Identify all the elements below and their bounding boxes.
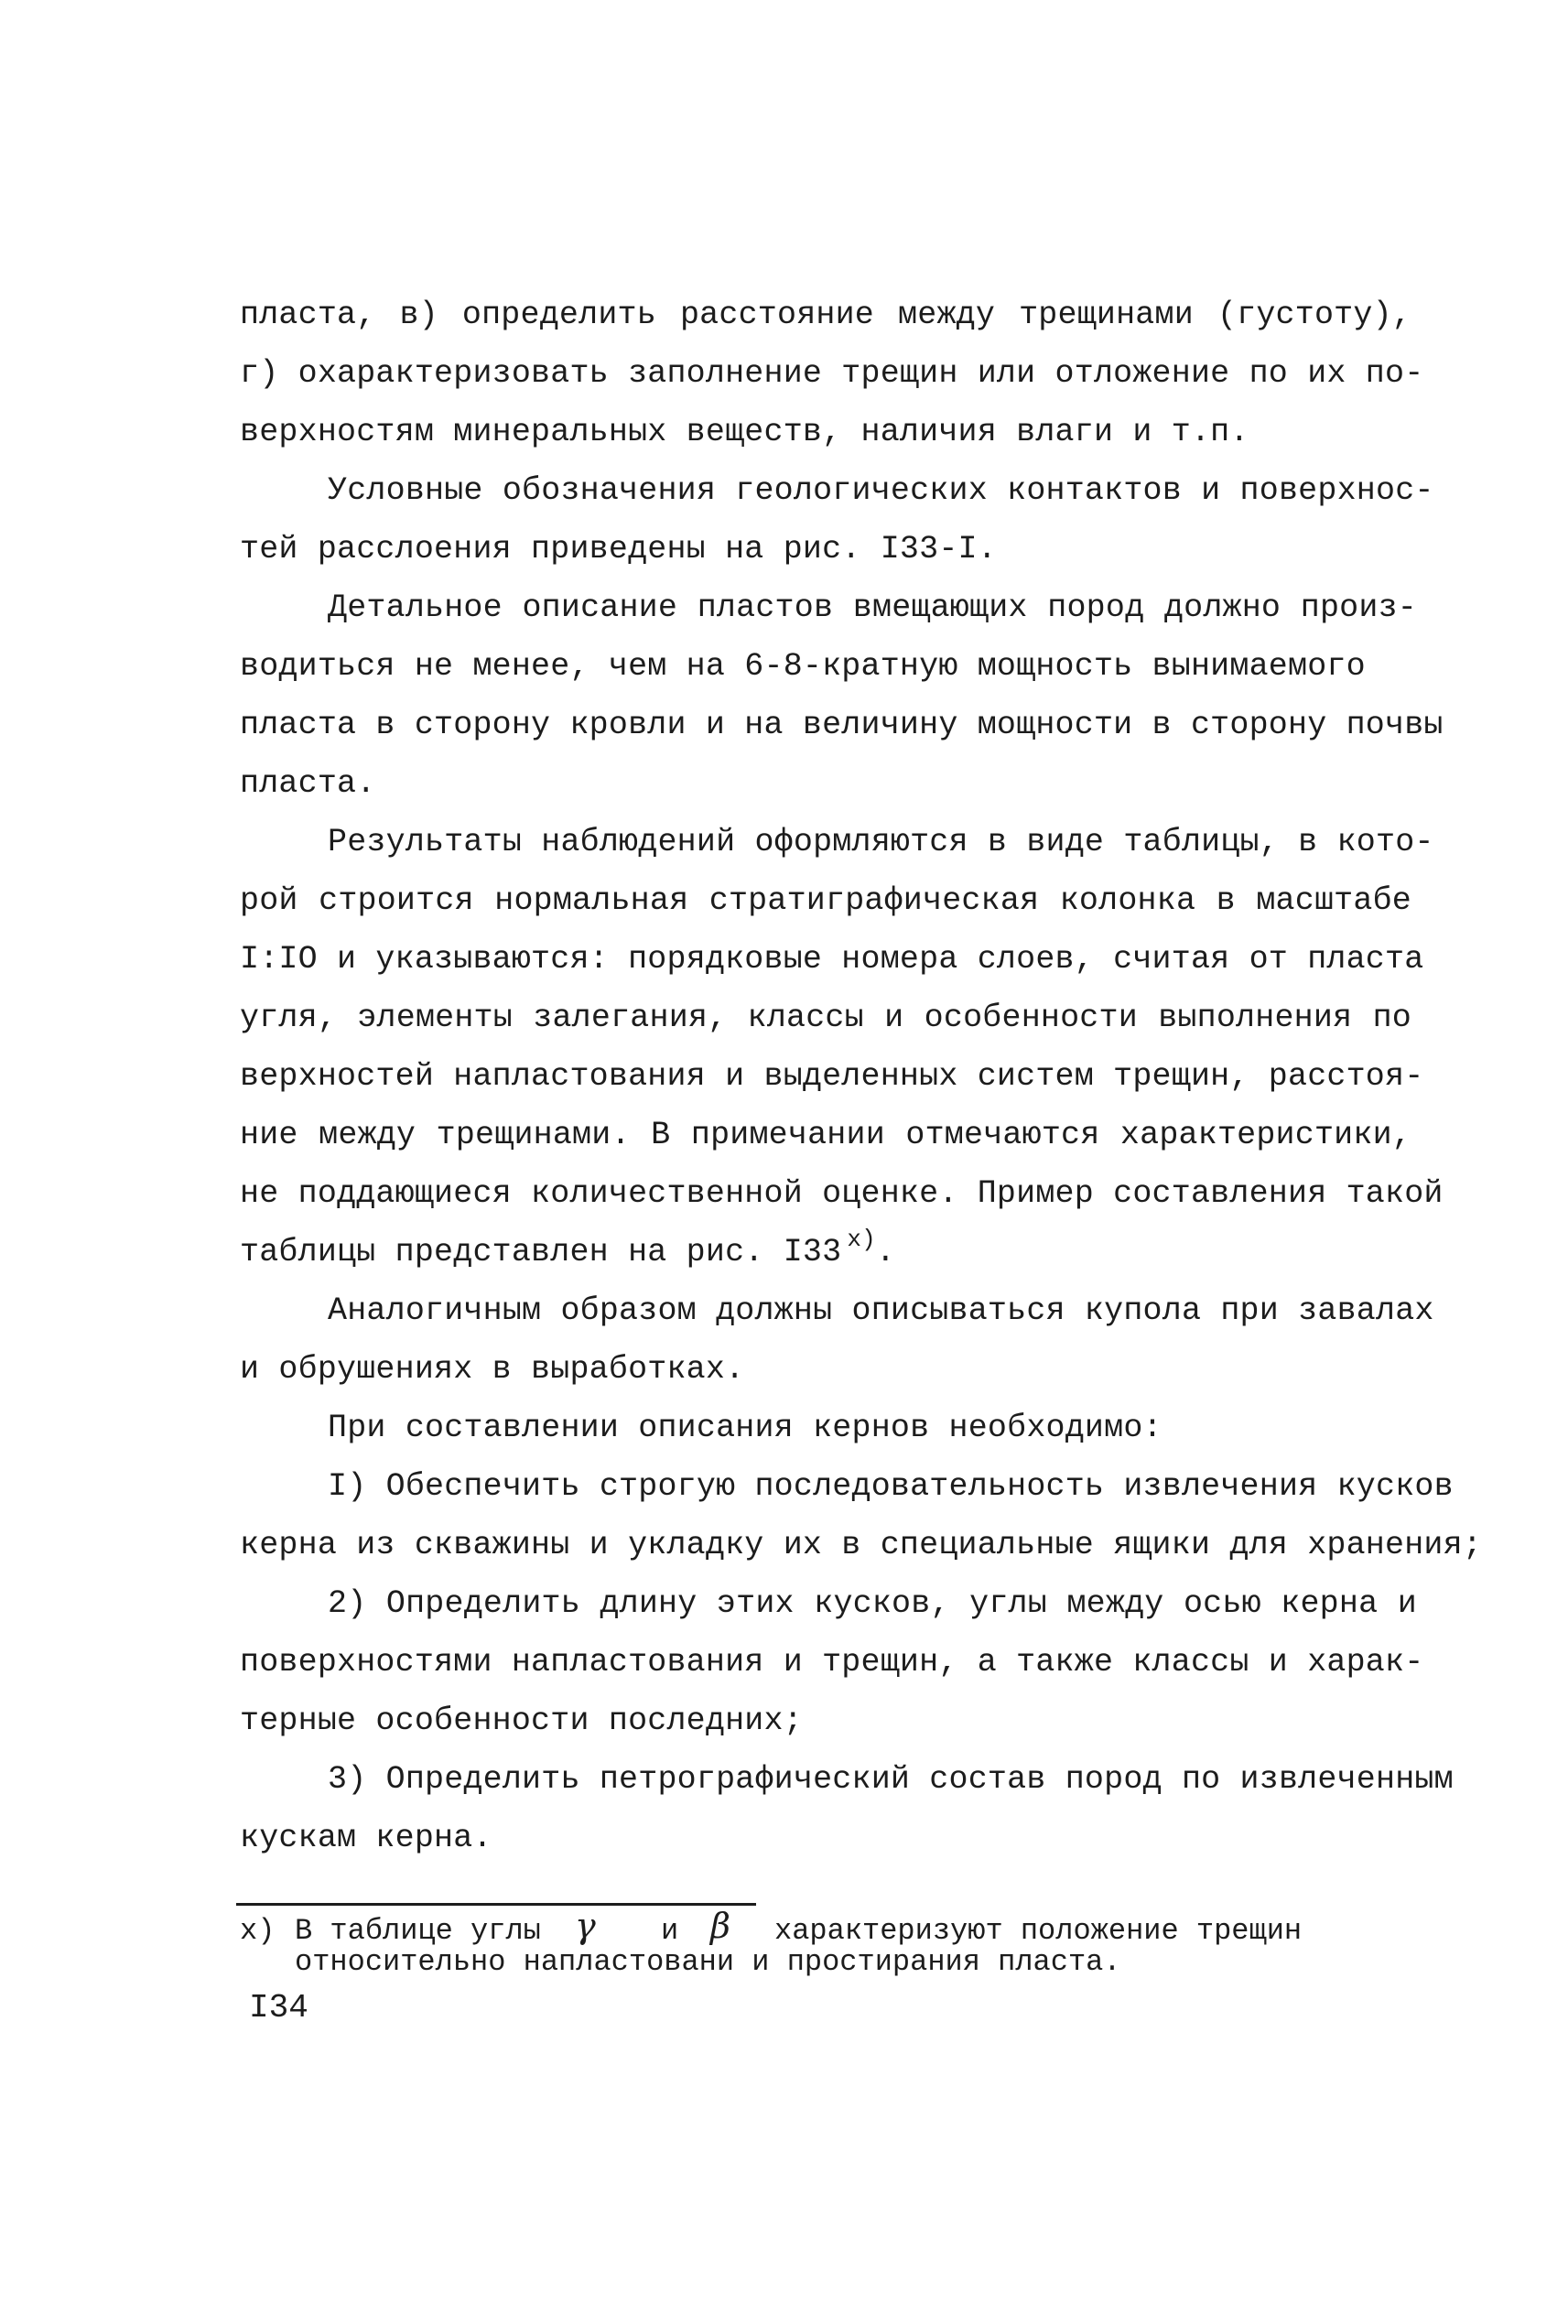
text-line: рой строится нормальная стратиграфическая колонка в масштабе [240,882,1411,919]
footnote-reference: x) [847,1226,876,1253]
text-line: пласта. [240,765,376,802]
footnote-text: и [661,1914,679,1948]
text-line: Условные обозначения геологических контактов и поверхнос- [328,472,1434,509]
text-line: Детальное описание пластов вмещающих пород должно произ- [328,589,1417,626]
page-number: I34 [249,1989,308,2027]
text-fragment: таблицы представлен на рис. I33 [240,1234,842,1270]
footnote-text: относительно напластовани и простирания пласта. [295,1945,1121,1979]
text-line: I) Обеспечить строгую последовательность извлечения кусков [328,1468,1454,1505]
footnote-separator [236,1903,756,1906]
text-line: верхностей напластования и выделенных систем трещин, расстоя- [240,1058,1424,1095]
text-fragment: . [875,1234,896,1270]
text-line: ние между трещинами. В примечании отмечаются характеристики, [240,1117,1411,1153]
text-line: При составлении описания кернов необходимо: [328,1410,1162,1446]
text-line: 3) Определить петрографический состав пород по извлеченным [328,1761,1454,1798]
text-line: I:IO и указываются: порядковые номера слоев, считая от пласта [240,941,1424,978]
text-line: и обрушениях в выработках. [240,1351,745,1388]
text-line: тей расслоения приведены на рис. I33-I. [240,531,997,567]
text-line: 2) Определить длину этих кусков, углы между осью керна и [328,1585,1417,1622]
beta-symbol: β [710,1906,730,1946]
footnote-text: В таблице углы [295,1914,541,1948]
text-line: терные особенности последних; [240,1702,803,1739]
text-line: пласта, в) определить расстояние между трещинами (густоту), [240,297,1411,333]
gamma-symbol: γ [575,1906,596,1946]
text-line: пласта в сторону кровли и на величину мощности в сторону почвы [240,707,1444,743]
text-line: Результаты наблюдений оформляются в виде таблицы, в кото- [328,824,1434,860]
text-line [240,1226,1411,1272]
text-line: водиться не менее, чем на 6-8-кратную мощность вынимаемого [240,648,1366,685]
text-line: верхностям минеральных веществ, наличия влаги и т.п. [240,414,1249,450]
text-line: кускам керна. [240,1820,492,1856]
text-line: поверхностями напластования и трещин, а также классы и харак- [240,1644,1424,1681]
text-line: не поддающиеся количественной оценке. Пример составления такой [240,1175,1444,1212]
text-line: керна из скважины и укладку их в специальные ящики для хранения; [240,1527,1483,1563]
footnote-marker: x) [240,1914,276,1948]
text-line: Аналогичным образом должны описываться купола при завалах [328,1292,1434,1329]
text-line: угля, элементы залегания, классы и особенности выполнения по [240,1000,1411,1036]
text-line: г) охарактеризовать заполнение трещин или отложение по их по- [240,355,1424,392]
footnote-text: характеризуют положение трещин [774,1914,1303,1948]
